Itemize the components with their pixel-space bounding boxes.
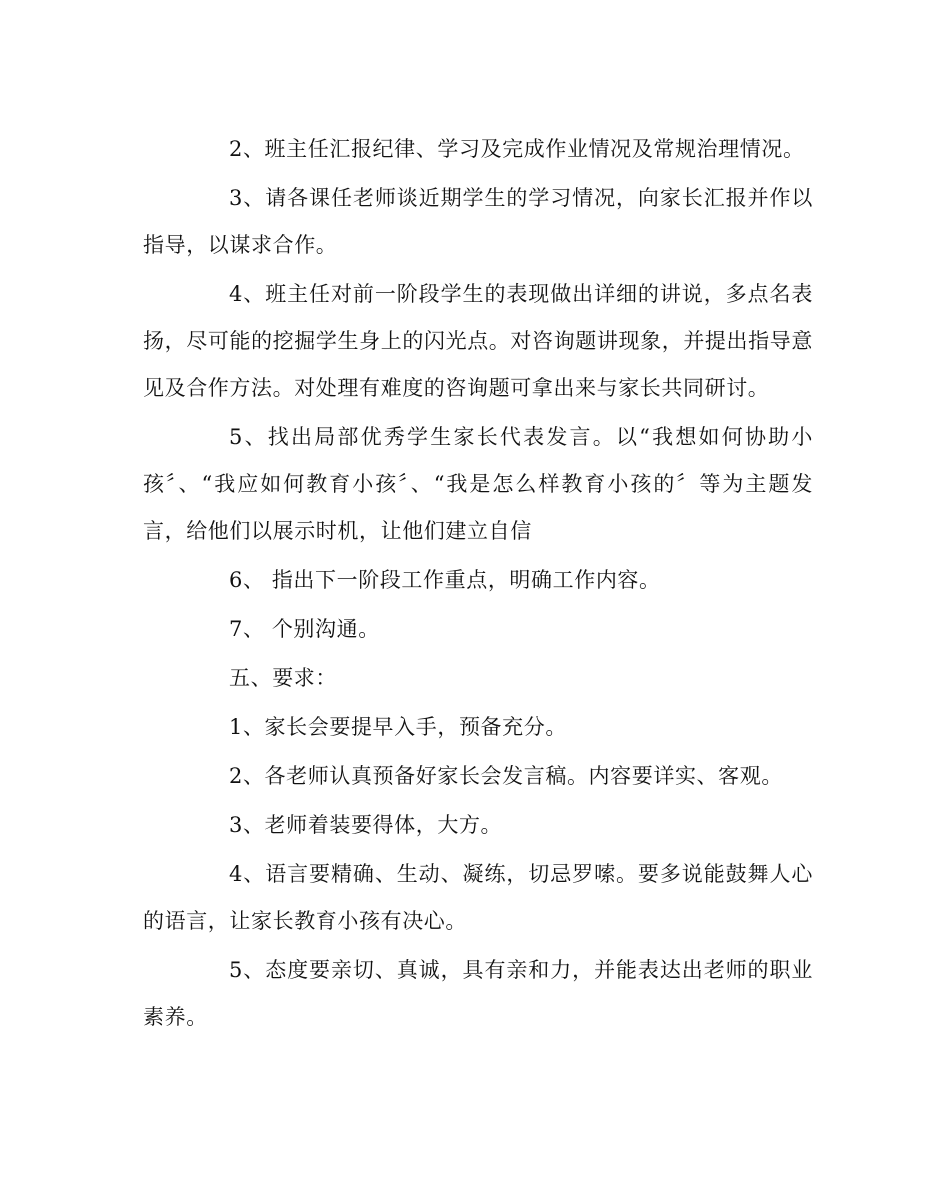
paragraph-next-stage: 6、 指出下一阶段工作重点，明确工作内容。: [229, 568, 661, 592]
paragraph-parent-speeches: 5、找出局部优秀学生家长代表发言。以“我想如何协助小孩〞、“我应如何教育小孩〞、“我是怎么样教育小孩的〞等为主题发言，给他们以展示时机，让他们建立自信: [143, 425, 813, 543]
paragraph-requirement-3: 3、老师着装要得体，大方。: [229, 813, 503, 837]
paragraph-head-teacher-review: 4、班主任对前一阶段学生的表现做出详细的讲说，多点名表扬，尽可能的挖掘学生身上的闪光点。对咨询题讲现象，并提出指导意见及合作方法。对处理有难度的咨询题可拿出来与家长共同研讨。: [143, 282, 813, 400]
paragraph-requirement-4: 4、语言要精确、生动、凝练，切忌罗嗦。要多说能鼓舞人心的语言，让家长教育小孩有决心。: [143, 862, 813, 933]
document-body: [143, 126, 813, 1043]
paragraph-requirement-2: 2、各老师认真预备好家长会发言稿。内容要详实、客观。: [229, 764, 783, 788]
section-heading-requirements: 五、要求：: [229, 666, 337, 690]
paragraph-requirement-5: 5、态度要亲切、真诚，具有亲和力，并能表达出老师的职业素养。: [143, 958, 813, 1029]
paragraph-requirement-1: 1、家长会要提早入手，预备充分。: [229, 715, 567, 739]
paragraph-teachers-report: 3、请各课任老师谈近期学生的学习情况，向家长汇报并作以指导，以谋求合作。: [143, 186, 813, 257]
paragraph-individual-communication: 7、 个别沟通。: [229, 617, 380, 641]
paragraph-report-discipline: 2、班主任汇报纪律、学习及完成作业情况及常规治理情况。: [229, 137, 805, 161]
